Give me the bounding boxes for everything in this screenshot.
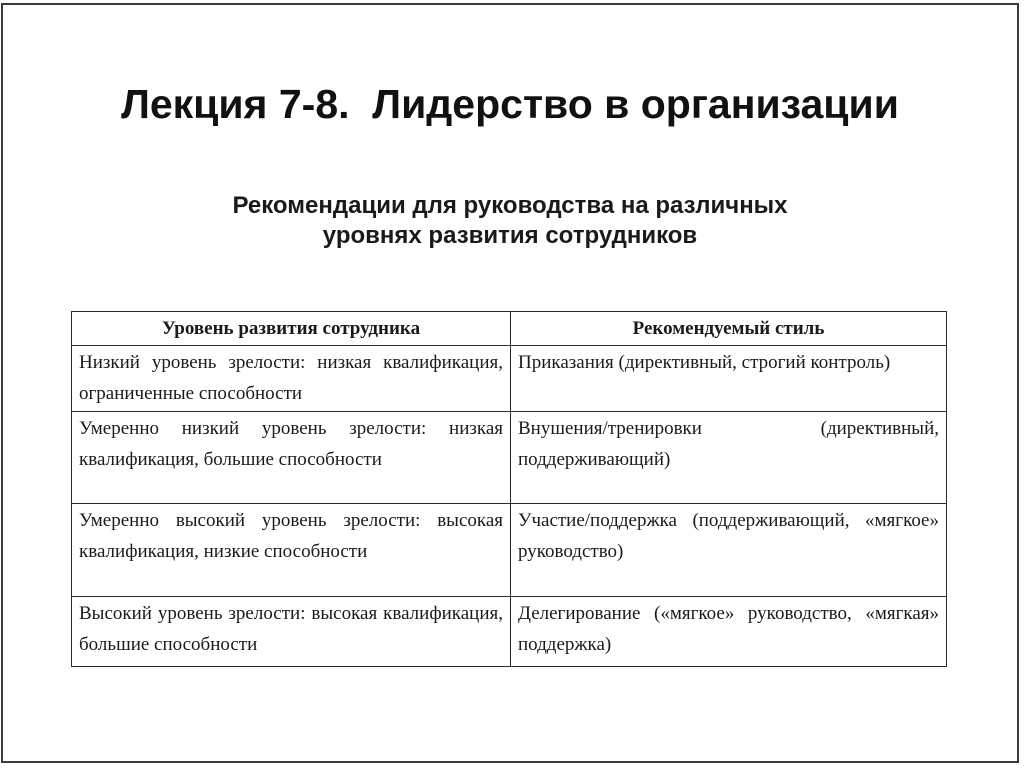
slide-subtitle: [3, 191, 1017, 251]
header-recommended-style: Рекомендуемый стиль: [511, 312, 947, 346]
cell-employee-level: Умеренно высокий уровень зрелости: высокая квалификация, низкие способности: [72, 504, 511, 597]
table-row: [72, 597, 947, 667]
cell-employee-level: Высокий уровень зрелости: высокая квалификация, большие способности: [72, 597, 511, 667]
cell-employee-level: Низкий уровень зрелости: низкая квалификация, ограниченные способности: [72, 346, 511, 412]
header-employee-level: Уровень развития сотрудника: [72, 312, 511, 346]
slide-title: Лекция 7-8. Лидерство в организации: [121, 81, 899, 127]
table-row: [72, 412, 947, 504]
cell-employee-level: Умеренно низкий уровень зрелости: низкая квалификация, большие способности: [72, 412, 511, 504]
table-header-row: [72, 312, 947, 346]
table-row: [72, 504, 947, 597]
cell-recommended-style: Делегирование («мягкое» руководство, «мягкая» поддержка): [511, 597, 947, 667]
cell-recommended-style: Приказания (директивный, строгий контроль): [511, 346, 947, 412]
subtitle-line-2: уровнях развития сотрудников: [322, 222, 698, 249]
cell-recommended-style: Участие/поддержка (поддерживающий, «мягкое» руководство): [511, 504, 947, 597]
cell-recommended-style: Внушения/тренировки (директивный, поддерживающий): [511, 412, 947, 504]
table-row: [72, 346, 947, 412]
subtitle-line-1: Рекомендации для руководства на различных: [232, 192, 788, 219]
recommendations-table: [71, 311, 947, 667]
